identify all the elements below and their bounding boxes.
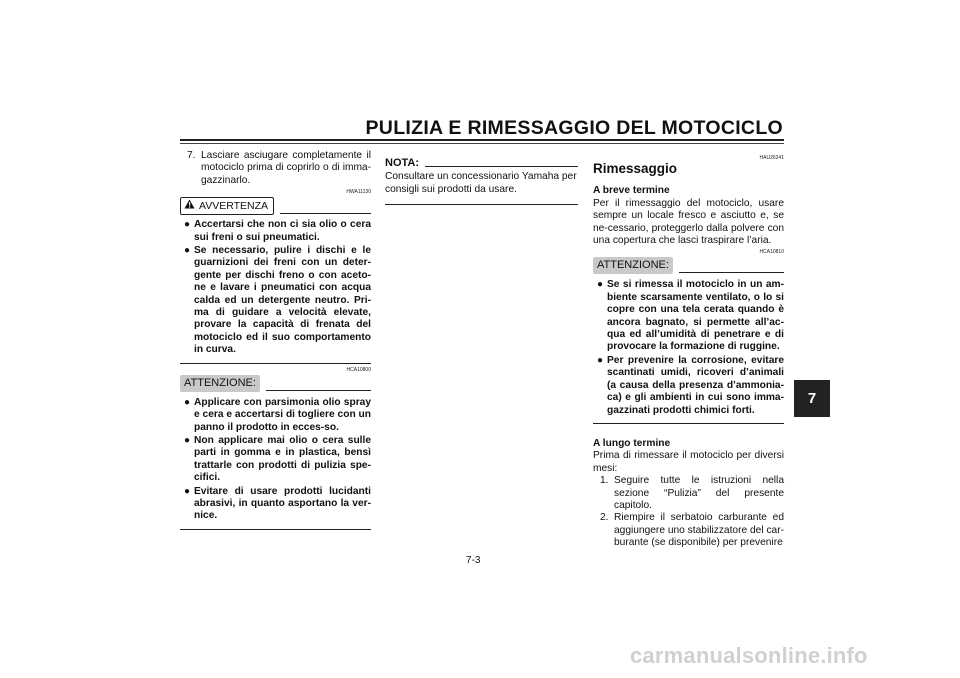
- warning-header-rule: [280, 213, 371, 214]
- short-term-heading: A breve termine: [593, 185, 670, 197]
- note-label: NOTA:: [385, 157, 420, 169]
- bullet-icon: ●: [184, 245, 191, 257]
- caution-bullet: ● Evitare di usare prodotti lucidanti abrasivi, in quanto asportano la ver-nice.: [180, 486, 371, 523]
- bullet-icon: ●: [184, 219, 191, 231]
- warning-label: AVVERTENZA: [199, 199, 269, 212]
- column-left: [180, 150, 371, 530]
- caution-header: [180, 375, 371, 392]
- caution-bullet: ● Applicare con parsimonia olio spray e cera e accertarsi di togliere con un panno il prodotto in ecces-so.: [180, 397, 371, 434]
- long-term-text: Prima di rimessare il motociclo per diversi mesi:: [593, 450, 784, 474]
- caution-header-rule: [266, 390, 371, 391]
- page-number: 7-3: [466, 555, 481, 566]
- watermark-logo: carmanualsonline.info: [630, 643, 868, 668]
- caution-bullet: ● Se si rimessa il motociclo in un am-biente scarsamente ventilato, o lo si copre con una tela cerata quando è ancora bagnato, si permette all’ac-qua ed all’umidità di penetrare e di provocare la formazione di ruggine.: [593, 279, 784, 353]
- section-code: HAU26241: [759, 155, 784, 161]
- long-term-step: [593, 512, 784, 549]
- caution-bullet: ● Per prevenire la corrosione, evitare scantinati umidi, ricoveri d’animali (a causa della presenza d’ammonia-ca) e gli ambienti in cui sono imma-gazzinati prodotti chimici forti.: [593, 355, 784, 417]
- caution-code: HCA10810: [759, 249, 784, 256]
- caution-code: HCA10800: [346, 366, 371, 373]
- warning-header: [180, 197, 371, 215]
- step-number: 2.: [600, 512, 609, 524]
- note-header-rule: [425, 166, 578, 167]
- warning-bullet: ● Se necessario, pulire i dischi e le guarnizioni dei freni con un deter-gente per dischi freno o con aceto-ne e lavare i pneumatici con acqua calda ed un detergente neutro. Pri-ma di guidare a velocità elevate, provare la capacità di frenata del motociclo ed il suo comportamento in curva.: [180, 245, 371, 357]
- caution-end-rule: [593, 423, 784, 424]
- step-text: Seguire tutte le istruzioni nella sezione “Pulizia” del presente capitolo.: [614, 475, 784, 511]
- warning-bullet: ● Accertarsi che non ci sia olio o cera sui freni o sui pneumatici.: [180, 219, 371, 244]
- step-text: Lasciare asciugare completamente il motociclo prima di coprirlo o di imma-gazzinarlo.: [201, 150, 371, 186]
- caution-badge: ATTENZIONE:: [593, 257, 673, 274]
- bullet-icon: ●: [184, 485, 191, 497]
- bullet-icon: ●: [597, 279, 604, 291]
- caution-header: [593, 257, 784, 274]
- header-rule-thin: [180, 143, 784, 144]
- long-term-step: [593, 475, 784, 512]
- caution-bullet: ● Non applicare mai olio o cera sulle parti in gomma e in plastica, bensì trattarle con prodotti di pulizia spe-cifici.: [180, 435, 371, 485]
- section-title: Rimessaggio: [593, 161, 678, 176]
- step-text: Riempire il serbatoio carburante ed aggiungere uno stabilizzatore del car-burante (se disponibile) per prevenire: [614, 512, 784, 549]
- note-header: [385, 157, 578, 169]
- header-rule: [180, 139, 784, 141]
- column-middle: [385, 157, 578, 205]
- note-end-rule: [385, 204, 578, 205]
- note-text: Consultare un concessionario Yamaha per consigli sui prodotti da usare.: [385, 171, 577, 195]
- bullet-icon: ●: [184, 396, 191, 408]
- warning-badge: [180, 197, 274, 215]
- warning-triangle-icon: [184, 199, 195, 213]
- step-7: [180, 150, 371, 187]
- bullet-icon: ●: [184, 434, 191, 446]
- warning-code: HWA11130: [346, 189, 371, 196]
- caution-end-rule: [180, 529, 371, 530]
- warning-end-rule: [180, 363, 371, 364]
- caution-badge: ATTENZIONE:: [180, 375, 260, 392]
- step-number: 7.: [187, 150, 196, 161]
- step-number: 1.: [600, 475, 609, 487]
- column-right: [593, 155, 784, 550]
- long-term-heading: A lungo termine: [593, 437, 671, 449]
- chapter-tab: 7: [794, 380, 830, 417]
- caution-header-rule: [679, 272, 784, 273]
- bullet-icon: ●: [597, 354, 604, 366]
- page-title: PULIZIA E RIMESSAGGIO DEL MOTOCICLO: [365, 117, 783, 139]
- short-term-text: Per il rimessaggio del motociclo, usare sempre un locale fresco e asciutto e, se ne-cessario, proteggerlo dalla polvere con una copertura che lasci traspirare l’aria.: [593, 197, 784, 247]
